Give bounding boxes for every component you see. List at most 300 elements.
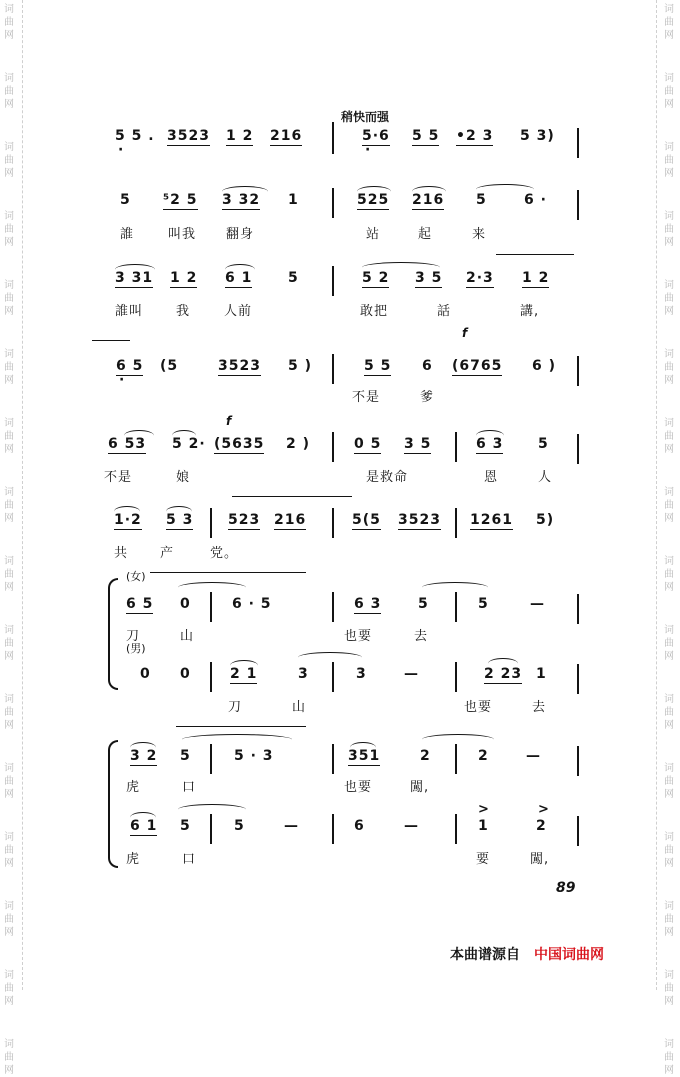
note-group: 3 5 xyxy=(404,436,432,452)
note-group: 1 2 xyxy=(522,270,550,286)
bar-line xyxy=(210,814,212,844)
watermark-char: 网 xyxy=(4,513,14,524)
lyric: 山 xyxy=(292,700,307,715)
note-group: 2 xyxy=(478,748,489,764)
note-group: 216 xyxy=(274,512,307,528)
watermark-unit xyxy=(4,210,14,249)
note-group: 216 xyxy=(270,128,303,144)
watermark-unit xyxy=(4,624,14,663)
watermark-char: 曲 xyxy=(664,776,674,787)
note-group: 5 2 xyxy=(362,270,390,286)
watermark-char: 词 xyxy=(4,832,14,843)
watermark-char: 网 xyxy=(4,720,14,731)
watermark-char: 网 xyxy=(664,789,674,800)
note-group: 1·2 xyxy=(114,512,142,528)
tempo-marking: 稍快而强 xyxy=(341,110,390,124)
watermark-column-left xyxy=(0,0,18,1076)
note-group: 3 xyxy=(356,666,367,682)
watermark-char: 网 xyxy=(4,651,14,662)
note-group: 525 xyxy=(357,192,390,208)
watermark-unit xyxy=(4,141,14,180)
watermark-char: 网 xyxy=(664,582,674,593)
watermark-char: 词 xyxy=(664,280,674,291)
watermark-char: 网 xyxy=(664,513,674,524)
watermark-char: 曲 xyxy=(4,983,14,994)
note-group: 5 xyxy=(418,596,429,612)
note-group: 2 xyxy=(420,748,431,764)
note-group: 5 xyxy=(478,596,489,612)
watermark-char: 曲 xyxy=(664,155,674,166)
watermark-char: 网 xyxy=(664,99,674,110)
note-group: 3 31 xyxy=(115,270,154,286)
bar-line xyxy=(455,744,457,774)
watermark-unit xyxy=(664,762,674,801)
lyric: 刀 xyxy=(126,629,141,644)
bar-line xyxy=(455,814,457,844)
watermark-char: 词 xyxy=(4,763,14,774)
tie-line xyxy=(496,254,574,255)
watermark-unit xyxy=(664,969,674,1008)
watermark-char: 词 xyxy=(664,625,674,636)
watermark-unit xyxy=(4,72,14,111)
watermark-char: 曲 xyxy=(4,362,14,373)
watermark-unit xyxy=(664,693,674,732)
page-number: 89 xyxy=(556,880,576,896)
lyric: 也要 xyxy=(344,780,373,795)
watermark-unit xyxy=(664,417,674,456)
accent-mark: > xyxy=(478,802,490,817)
watermark-char: 词 xyxy=(664,418,674,429)
watermark-char: 曲 xyxy=(4,638,14,649)
dynamic-forte: f xyxy=(462,326,468,340)
bar-line xyxy=(332,662,334,692)
note-group: 523 xyxy=(228,512,261,528)
tie-line xyxy=(92,340,130,341)
watermark-char: 网 xyxy=(4,237,14,248)
dynamic-forte: f xyxy=(226,414,232,428)
note-group: (5635 xyxy=(214,436,265,452)
note-group: 3 32 xyxy=(222,192,261,208)
watermark-char: 曲 xyxy=(4,500,14,511)
watermark-char: 网 xyxy=(4,858,14,869)
watermark-unit xyxy=(4,279,14,318)
watermark-char: 网 xyxy=(4,996,14,1007)
watermark-unit xyxy=(664,279,674,318)
bar-line xyxy=(210,662,212,692)
watermark-char: 词 xyxy=(4,73,14,84)
note-group: 0 5 xyxy=(354,436,382,452)
bar-line xyxy=(332,122,334,154)
note-group: 2 23 xyxy=(484,666,523,682)
watermark-unit xyxy=(664,624,674,663)
watermark-unit xyxy=(4,486,14,525)
bar-line xyxy=(332,508,334,538)
lyric: 产 xyxy=(160,546,175,561)
watermark-char: 曲 xyxy=(664,845,674,856)
system-brace xyxy=(108,740,118,868)
lyric: 翻身 xyxy=(226,227,255,242)
watermark-char: 词 xyxy=(664,901,674,912)
note-group: 5(5 xyxy=(352,512,381,528)
watermark-char: 词 xyxy=(4,556,14,567)
note-group: 5 3 xyxy=(166,512,194,528)
watermark-unit xyxy=(664,72,674,111)
note-group: 351 xyxy=(348,748,381,764)
note-group: 5 3) xyxy=(520,128,555,144)
right-margin-line xyxy=(656,0,657,990)
left-margin-line xyxy=(22,0,23,990)
lyric: 共 xyxy=(114,546,129,561)
watermark-char: 曲 xyxy=(4,845,14,856)
watermark-column-right xyxy=(660,0,678,1076)
note-group: 1 xyxy=(478,818,489,834)
lyric: 站 xyxy=(366,227,381,242)
watermark-char: 词 xyxy=(664,73,674,84)
bar-line xyxy=(577,128,579,158)
watermark-unit xyxy=(664,486,674,525)
watermark-char: 网 xyxy=(664,1065,674,1076)
footer-site-link[interactable]: 中国词曲网 xyxy=(534,947,604,963)
bar-line xyxy=(455,508,457,538)
note-group: ⁵2 5 xyxy=(163,192,198,208)
lyric: 是救命 xyxy=(366,470,409,485)
lyric: 口 xyxy=(182,852,197,867)
note-group: 5 2· xyxy=(172,436,206,452)
note-group: — xyxy=(530,596,545,612)
note-group: 5 5 . · xyxy=(115,128,155,145)
watermark-char: 网 xyxy=(4,582,14,593)
watermark-char: 词 xyxy=(4,211,14,222)
note-group: 0 xyxy=(140,666,151,682)
system-brace xyxy=(108,578,118,690)
slur xyxy=(178,582,246,593)
note-group: 5 xyxy=(234,818,245,834)
lyric: 敢把 xyxy=(360,304,389,319)
watermark-char: 曲 xyxy=(4,569,14,580)
watermark-unit xyxy=(664,141,674,180)
watermark-char: 网 xyxy=(4,444,14,455)
footer-source-text: 本曲谱源自 xyxy=(450,947,520,963)
note-group: 5 xyxy=(538,436,549,452)
watermark-char: 词 xyxy=(664,142,674,153)
watermark-char: 曲 xyxy=(4,431,14,442)
note-group: 2 xyxy=(536,818,547,834)
note-group: 6 · 5 xyxy=(232,596,272,612)
note-group: 5) xyxy=(536,512,555,528)
watermark-unit xyxy=(664,831,674,870)
note-group: 3523 xyxy=(218,358,261,374)
watermark-unit xyxy=(664,1038,674,1077)
watermark-char: 词 xyxy=(664,556,674,567)
lyric: 口 xyxy=(182,780,197,795)
note-group: 1 xyxy=(536,666,547,682)
watermark-char: 网 xyxy=(664,651,674,662)
lyric: 叫我 xyxy=(168,227,197,242)
bar-line xyxy=(210,508,212,538)
note-group: 5 · 3 xyxy=(234,748,274,764)
watermark-char: 曲 xyxy=(4,707,14,718)
note-group: 6 ) xyxy=(532,358,557,374)
lyric: 不是 xyxy=(352,390,381,405)
lyric: 不是 xyxy=(104,470,133,485)
bar-line xyxy=(577,664,579,694)
bar-line xyxy=(332,814,334,844)
slur xyxy=(178,804,246,815)
watermark-unit xyxy=(4,348,14,387)
note-group: 6 3 xyxy=(476,436,504,452)
watermark-char: 网 xyxy=(4,375,14,386)
watermark-char: 词 xyxy=(4,901,14,912)
note-group: 5 xyxy=(180,818,191,834)
watermark-char: 词 xyxy=(664,349,674,360)
watermark-unit xyxy=(4,762,14,801)
note-group: •2 3 xyxy=(456,128,494,144)
bar-line xyxy=(455,592,457,622)
lyric: 山 xyxy=(180,629,195,644)
watermark-unit xyxy=(4,1038,14,1077)
lyric: 闖, xyxy=(530,852,550,867)
bar-line xyxy=(332,188,334,218)
bar-line xyxy=(577,434,579,464)
note-group: 6 xyxy=(354,818,365,834)
bar-line xyxy=(210,744,212,774)
note-group: 2 1 xyxy=(230,666,258,682)
lyric: 恩 xyxy=(484,470,499,485)
watermark-char: 曲 xyxy=(664,707,674,718)
note-group: 1 2 xyxy=(170,270,198,286)
note-group: 5 ) xyxy=(288,358,313,374)
watermark-char: 曲 xyxy=(664,362,674,373)
watermark-unit xyxy=(4,555,14,594)
note-group: 216 xyxy=(412,192,445,208)
note-group: 3523 xyxy=(167,128,210,144)
bar-line xyxy=(577,746,579,776)
note-group: 5 5 xyxy=(412,128,440,144)
slur xyxy=(422,734,494,745)
note-group: 0 xyxy=(180,666,191,682)
watermark-char: 曲 xyxy=(4,293,14,304)
watermark-char: 网 xyxy=(664,168,674,179)
watermark-char: 曲 xyxy=(664,914,674,925)
watermark-unit xyxy=(664,555,674,594)
watermark-char: 词 xyxy=(4,4,14,15)
watermark-char: 曲 xyxy=(4,914,14,925)
note-group: 6 1 xyxy=(130,818,158,834)
watermark-char: 网 xyxy=(4,168,14,179)
note-group: 5 xyxy=(288,270,299,286)
lyric: 人前 xyxy=(224,304,253,319)
bar-line xyxy=(455,432,457,462)
bar-line xyxy=(332,744,334,774)
note-group: — xyxy=(404,666,419,682)
note-group: 5 xyxy=(476,192,487,208)
watermark-unit xyxy=(4,693,14,732)
watermark-char: 网 xyxy=(664,720,674,731)
watermark-char: 词 xyxy=(4,142,14,153)
bar-line xyxy=(332,592,334,622)
watermark-unit xyxy=(4,831,14,870)
lyric: 虎 xyxy=(126,780,141,795)
lyric: 話 xyxy=(437,304,452,319)
bar-line xyxy=(332,266,334,296)
watermark-char: 词 xyxy=(4,1039,14,1050)
watermark-char: 网 xyxy=(4,306,14,317)
tie-line xyxy=(176,726,306,727)
watermark-char: 曲 xyxy=(4,155,14,166)
note-group: 6 5 xyxy=(126,596,154,612)
note-group: (6765 xyxy=(452,358,503,374)
watermark-char: 网 xyxy=(664,996,674,1007)
watermark-unit xyxy=(664,900,674,939)
watermark-char: 曲 xyxy=(664,569,674,580)
bar-line xyxy=(332,432,334,462)
bar-line xyxy=(577,816,579,846)
part-label-male: (男) xyxy=(126,642,146,655)
watermark-char: 网 xyxy=(664,375,674,386)
tie-line xyxy=(150,572,306,573)
watermark-char: 曲 xyxy=(4,224,14,235)
part-label-female: (女) xyxy=(126,570,146,583)
watermark-char: 曲 xyxy=(664,17,674,28)
watermark-char: 曲 xyxy=(664,224,674,235)
lyric: 我 xyxy=(176,304,191,319)
lyric: 爹 xyxy=(420,390,435,405)
watermark-char: 曲 xyxy=(664,293,674,304)
watermark-unit xyxy=(4,417,14,456)
watermark-char: 曲 xyxy=(4,86,14,97)
bar-line xyxy=(577,190,579,220)
note-group: 6 53 xyxy=(108,436,147,452)
watermark-char: 网 xyxy=(664,927,674,938)
note-group: 6 1 xyxy=(225,270,253,286)
note-group: 3 2 xyxy=(130,748,158,764)
note-group: 1 xyxy=(288,192,299,208)
note-group: 3 xyxy=(298,666,309,682)
note-group: 5·6 · xyxy=(362,128,390,146)
watermark-char: 网 xyxy=(4,927,14,938)
lyric: 党。 xyxy=(210,546,239,561)
watermark-unit xyxy=(664,3,674,42)
lyric: 起 xyxy=(418,227,433,242)
watermark-char: 网 xyxy=(664,444,674,455)
lyric: 去 xyxy=(532,700,547,715)
accent-mark: > xyxy=(538,802,550,817)
watermark-char: 网 xyxy=(664,858,674,869)
tie-line xyxy=(232,496,352,497)
watermark-char: 词 xyxy=(664,832,674,843)
lyric: 人 xyxy=(538,470,553,485)
watermark-unit xyxy=(664,348,674,387)
lyric: 誰叫 xyxy=(115,304,144,319)
watermark-char: 曲 xyxy=(664,1052,674,1063)
watermark-char: 网 xyxy=(4,789,14,800)
watermark-char: 词 xyxy=(664,763,674,774)
bar-line xyxy=(332,354,334,384)
note-group: 2·3 xyxy=(466,270,494,286)
watermark-char: 词 xyxy=(4,694,14,705)
note-group: 1 2 xyxy=(226,128,254,144)
note-group: 1261 xyxy=(470,512,513,528)
watermark-char: 网 xyxy=(4,30,14,41)
slur xyxy=(298,652,362,663)
note-group: 6 3 xyxy=(354,596,382,612)
watermark-char: 网 xyxy=(4,99,14,110)
note-group: 0 xyxy=(180,596,191,612)
watermark-char: 网 xyxy=(664,306,674,317)
watermark-unit xyxy=(4,3,14,42)
bar-line xyxy=(210,592,212,622)
watermark-char: 曲 xyxy=(664,431,674,442)
watermark-char: 词 xyxy=(664,487,674,498)
note-group: — xyxy=(404,818,419,834)
note-group: 3523 xyxy=(398,512,441,528)
note-group: 2 ) xyxy=(286,436,311,452)
lyric: 去 xyxy=(414,629,429,644)
watermark-char: 曲 xyxy=(664,638,674,649)
note-group: 5 xyxy=(180,748,191,764)
lyric: 講, xyxy=(520,304,540,319)
watermark-char: 词 xyxy=(664,211,674,222)
watermark-char: 曲 xyxy=(4,776,14,787)
lyric: 虎 xyxy=(126,852,141,867)
lyric: 要 xyxy=(476,852,491,867)
watermark-char: 词 xyxy=(664,694,674,705)
lyric: 誰 xyxy=(120,227,135,242)
note-group: — xyxy=(526,748,541,764)
watermark-char: 词 xyxy=(4,418,14,429)
footer-source xyxy=(450,944,604,964)
watermark-char: 曲 xyxy=(4,17,14,28)
watermark-char: 曲 xyxy=(664,983,674,994)
slur xyxy=(182,734,292,745)
watermark-char: 网 xyxy=(664,30,674,41)
note-group: 6 5 · xyxy=(116,358,143,376)
watermark-char: 曲 xyxy=(4,1052,14,1063)
watermark-char: 词 xyxy=(664,970,674,981)
lyric: 刀 xyxy=(228,700,243,715)
note-group: 6 · xyxy=(524,192,547,208)
watermark-char: 词 xyxy=(664,1039,674,1050)
note-group: — xyxy=(284,818,299,834)
note-group: 6 xyxy=(422,358,433,374)
note-group: (5 xyxy=(160,358,179,374)
note-group: 3 5 xyxy=(415,270,443,286)
lyric: 娘 xyxy=(176,470,191,485)
watermark-char: 词 xyxy=(4,625,14,636)
lyric: 也要 xyxy=(344,629,373,644)
watermark-char: 网 xyxy=(4,1065,14,1076)
watermark-char: 词 xyxy=(664,4,674,15)
lyric: 闖, xyxy=(410,780,430,795)
bar-line xyxy=(577,594,579,624)
watermark-char: 网 xyxy=(664,237,674,248)
lyric: 也要 xyxy=(464,700,493,715)
note-group: 5 xyxy=(120,192,131,208)
bar-line xyxy=(455,662,457,692)
watermark-unit xyxy=(664,210,674,249)
watermark-char: 词 xyxy=(4,349,14,360)
watermark-char: 词 xyxy=(4,487,14,498)
note-group: 5 5 xyxy=(364,358,392,374)
watermark-unit xyxy=(4,900,14,939)
watermark-char: 词 xyxy=(4,970,14,981)
bar-line xyxy=(577,356,579,386)
watermark-char: 词 xyxy=(4,280,14,291)
watermark-char: 曲 xyxy=(664,86,674,97)
lyric: 来 xyxy=(472,227,487,242)
watermark-char: 曲 xyxy=(664,500,674,511)
watermark-unit xyxy=(4,969,14,1008)
